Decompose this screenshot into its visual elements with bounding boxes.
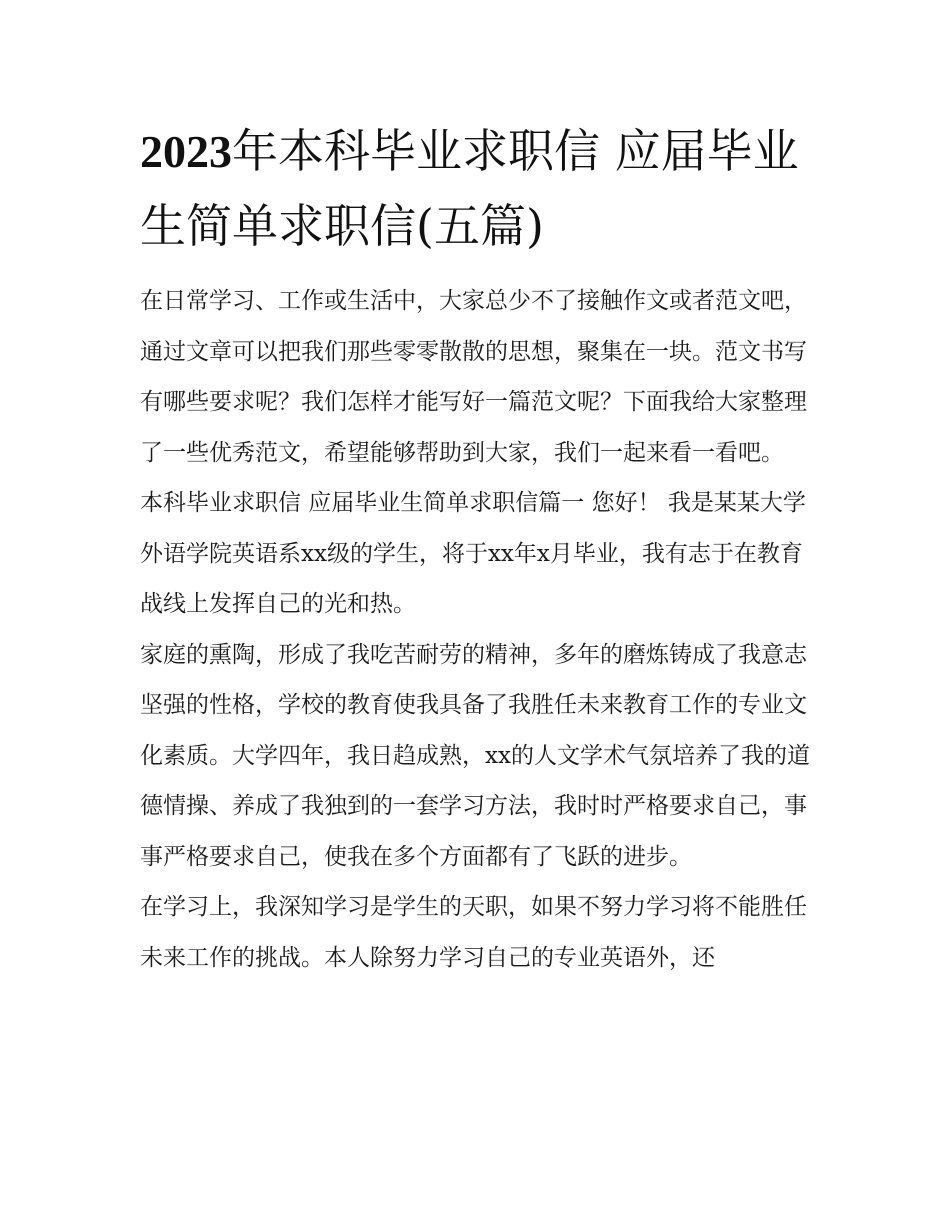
document-title (140, 114, 820, 263)
paragraph-intro: 在日常学习、工作或生活中，大家总少不了接触作文或者范文吧，通过文章可以把我们那些零零散散的思想，聚集在一块。范文书写有哪些要求呢？我们怎样才能写好一篇范文呢？下面我给大家整理了一些优秀范文，希望能够帮助到大家，我们一起来看一看吧。 (140, 288, 807, 466)
document-body (140, 276, 820, 983)
title-text: 年本科毕业求职信 应届毕业生简单求职信(五篇) (140, 124, 799, 253)
title-year: 2023 (140, 126, 232, 177)
paragraph-study: 在学习上，我深知学习是学生的天职，如果不努力学习将不能胜任未来工作的挑战。本人除努力学习自己的专业英语外，还 (140, 894, 807, 971)
paragraph-letter-opening: 本科毕业求职信 应届毕业生简单求职信篇一 您好！ 我是某某大学外语学院英语系xx级的学生，将于xx年x月毕业，我有志于在教育战线上发挥自己的光和热。 (140, 490, 806, 617)
paragraph-background: 家庭的熏陶，形成了我吃苦耐劳的精神，多年的磨炼铸成了我意志坚强的性格，学校的教育使我具备了我胜任未来教育工作的专业文化素质。大学四年，我日趋成熟，xx的人文学术气氛培养了我的道德情操、养成了我独到的一套学习方法，我时时严格要求自己，事事严格要求自己，使我在多个方面都有了飞跃的进步。 (140, 641, 810, 870)
